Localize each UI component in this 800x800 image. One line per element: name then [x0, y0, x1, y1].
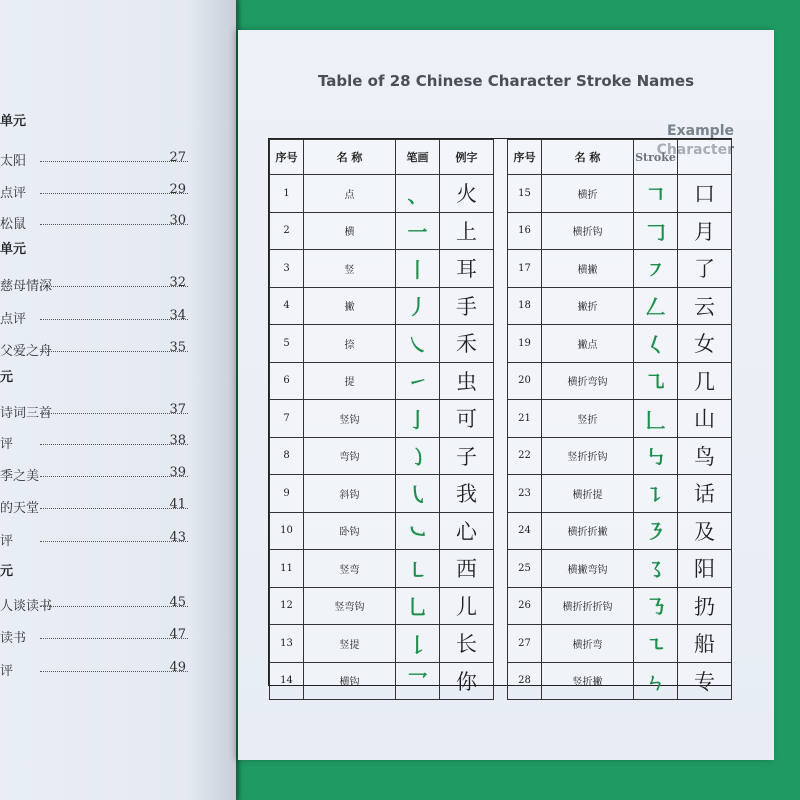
stroke-glyph: ㇉: [634, 437, 678, 475]
stroke-number: 27: [508, 625, 542, 663]
stroke-name: 竖弯钩: [304, 587, 396, 625]
stroke-number: 3: [270, 250, 304, 288]
example-character: 可: [440, 400, 494, 438]
stroke-glyph: 亅: [396, 400, 440, 438]
stroke-name: 斜钩: [304, 475, 396, 513]
stroke-glyph: 𠃊: [634, 400, 678, 438]
toc-item: 季之美 39: [0, 465, 186, 484]
stroke-number: 25: [508, 550, 542, 588]
example-character: 你: [440, 662, 494, 700]
stroke-name: 捺: [304, 325, 396, 363]
stroke-number: 17: [508, 250, 542, 288]
stroke-number: 15: [508, 175, 542, 213]
stroke-name: 撇点: [542, 325, 634, 363]
stroke-name: 横撇弯钩: [542, 550, 634, 588]
stroke-glyph: 𡿨: [634, 325, 678, 363]
left-page: [0, 0, 236, 800]
stroke-glyph: ㇄: [396, 550, 440, 588]
toc-section-head: 单元: [0, 114, 27, 129]
example-character: 西: [440, 550, 494, 588]
stroke-number: 14: [270, 662, 304, 700]
example-character: 心: [440, 512, 494, 550]
table-row: [270, 587, 494, 625]
table-row: [270, 325, 494, 363]
stroke-name: 横折折撇: [542, 512, 634, 550]
table-row: [270, 287, 494, 325]
toc-item: 读书 47: [0, 627, 186, 646]
header-example: 例字: [440, 140, 494, 175]
table-row: [508, 662, 732, 700]
stroke-number: 10: [270, 512, 304, 550]
stroke-glyph: ㇋: [634, 512, 678, 550]
stroke-name: 提: [304, 362, 396, 400]
example-character: 火: [440, 175, 494, 213]
stroke-number: 20: [508, 362, 542, 400]
example-character: 几: [678, 362, 732, 400]
stroke-number: 22: [508, 437, 542, 475]
header-name: 名 称: [542, 140, 634, 175]
table-row: [508, 475, 732, 513]
stroke-name: 弯钩: [304, 437, 396, 475]
stroke-name: 竖弯: [304, 550, 396, 588]
stroke-glyph: ㇀: [396, 362, 440, 400]
example-character: 上: [440, 212, 494, 250]
example-character: 月: [678, 212, 732, 250]
stroke-glyph: ㄣ: [634, 662, 678, 700]
example-character: 耳: [440, 250, 494, 288]
table-row: [508, 287, 732, 325]
example-character: 我: [440, 475, 494, 513]
table-row: [270, 212, 494, 250]
stroke-glyph: ㇍: [634, 625, 678, 663]
table-row: [508, 175, 732, 213]
stroke-name: 横折钩: [542, 212, 634, 250]
corner-label-character: Character: [656, 142, 734, 158]
stroke-number: 2: [270, 212, 304, 250]
example-character: 云: [678, 287, 732, 325]
table-row: [270, 175, 494, 213]
table-row: [270, 512, 494, 550]
stroke-glyph: ㇈: [634, 362, 678, 400]
stroke-glyph: 一: [396, 212, 440, 250]
stroke-name: 横折弯: [542, 625, 634, 663]
toc-item: 评 38: [0, 433, 186, 452]
stroke-glyph: 、: [396, 175, 440, 213]
stroke-glyph: 𠄌: [396, 625, 440, 663]
toc-item: 松鼠 30: [0, 213, 186, 232]
stroke-name: 竖钩: [304, 400, 396, 438]
table-row: [270, 250, 494, 288]
stroke-number: 24: [508, 512, 542, 550]
stroke-glyph: ㇊: [634, 475, 678, 513]
example-character: 长: [440, 625, 494, 663]
table-row: [508, 362, 732, 400]
stroke-number: 21: [508, 400, 542, 438]
stroke-glyph: 乛: [396, 662, 440, 700]
stroke-name: 撇: [304, 287, 396, 325]
stroke-glyph: ㇂: [396, 475, 440, 513]
toc-item: 太阳 27: [0, 150, 186, 169]
stroke-name: 点: [304, 175, 396, 213]
stroke-name: 横钩: [304, 662, 396, 700]
stroke-glyph: 𠃋: [634, 287, 678, 325]
table-row: [508, 325, 732, 363]
example-character: 扔: [678, 587, 732, 625]
example-character: 阳: [678, 550, 732, 588]
stroke-number: 26: [508, 587, 542, 625]
example-character: 山: [678, 400, 732, 438]
stroke-number: 11: [270, 550, 304, 588]
stroke-name: 撇折: [542, 287, 634, 325]
stroke-name: 竖折: [542, 400, 634, 438]
stroke-name: 竖: [304, 250, 396, 288]
table-row: [508, 212, 732, 250]
table-row: [508, 625, 732, 663]
toc-item: 诗词三首 37: [0, 402, 186, 421]
stroke-name: 横折弯钩: [542, 362, 634, 400]
toc-section-head: 元: [0, 564, 14, 579]
stroke-number: 12: [270, 587, 304, 625]
table-row: [270, 400, 494, 438]
example-character: 手: [440, 287, 494, 325]
table-header-row: [270, 140, 494, 175]
toc-item: 父爱之舟 35: [0, 340, 186, 359]
toc-item: 的天堂 41: [0, 497, 186, 516]
stroke-number: 28: [508, 662, 542, 700]
stroke-glyph: ㇃: [396, 512, 440, 550]
stroke-number: 4: [270, 287, 304, 325]
stroke-number: 5: [270, 325, 304, 363]
stroke-number: 6: [270, 362, 304, 400]
toc-item: 人谈读书 45: [0, 595, 186, 614]
stroke-name: 横折: [542, 175, 634, 213]
header-name: 名 称: [304, 140, 396, 175]
corner-label-example: Example: [667, 123, 734, 139]
example-character: 子: [440, 437, 494, 475]
example-character: 了: [678, 250, 732, 288]
table-row: [270, 625, 494, 663]
stroke-number: 1: [270, 175, 304, 213]
stroke-number: 8: [270, 437, 304, 475]
stroke-table-right: [507, 139, 732, 700]
stroke-number: 23: [508, 475, 542, 513]
stroke-name: 横折提: [542, 475, 634, 513]
table-row: [508, 550, 732, 588]
stroke-name: 横撇: [542, 250, 634, 288]
example-character: 女: [678, 325, 732, 363]
stroke-glyph: 丨: [396, 250, 440, 288]
table-row: [270, 662, 494, 700]
table-row: [508, 587, 732, 625]
toc-item: 点评 29: [0, 182, 186, 201]
stroke-name: 竖提: [304, 625, 396, 663]
example-character: 船: [678, 625, 732, 663]
example-character: 儿: [440, 587, 494, 625]
toc-section-head: 单元: [0, 242, 27, 257]
header-num: 序号: [508, 140, 542, 175]
stroke-number: 18: [508, 287, 542, 325]
page-title: Table of 28 Chinese Character Stroke Names: [317, 72, 695, 90]
table-row: [508, 400, 732, 438]
stroke-number: 16: [508, 212, 542, 250]
toc-item: 点评 34: [0, 308, 186, 327]
stroke-glyph: 𠃍: [634, 175, 678, 213]
stroke-name: 卧钩: [304, 512, 396, 550]
stroke-name: 竖折折钩: [542, 437, 634, 475]
header-example: [678, 140, 732, 175]
stroke-number: 19: [508, 325, 542, 363]
stroke-glyph: 𠃌: [634, 212, 678, 250]
header-stroke: Stroke: [634, 140, 678, 175]
stroke-glyph: ㇏: [396, 325, 440, 363]
stroke-table-left: [269, 139, 494, 700]
example-character: 及: [678, 512, 732, 550]
stroke-number: 9: [270, 475, 304, 513]
example-character: 口: [678, 175, 732, 213]
stroke-number: 7: [270, 400, 304, 438]
toc-item: 慈母情深 32: [0, 275, 186, 294]
stroke-glyph: ㇌: [634, 550, 678, 588]
table-row: [270, 475, 494, 513]
example-character: 专: [678, 662, 732, 700]
table-row: [270, 550, 494, 588]
header-stroke: 笔画: [396, 140, 440, 175]
table-row: [508, 250, 732, 288]
example-character: 禾: [440, 325, 494, 363]
example-character: 话: [678, 475, 732, 513]
stroke-glyph: ㇡: [634, 587, 678, 625]
toc-item: 评 43: [0, 530, 186, 549]
table-header-row: [508, 140, 732, 175]
right-page: [238, 30, 774, 760]
stroke-name: 横: [304, 212, 396, 250]
stroke-glyph: ㇇: [634, 250, 678, 288]
header-num: 序号: [270, 140, 304, 175]
table-row: [508, 512, 732, 550]
table-row: [508, 437, 732, 475]
table-row: [270, 362, 494, 400]
toc-section-head: 元: [0, 370, 14, 385]
stroke-table: [268, 138, 732, 695]
toc-item: 评 49: [0, 660, 186, 679]
stroke-glyph: 乚: [396, 587, 440, 625]
example-character: 虫: [440, 362, 494, 400]
stroke-glyph: 丿: [396, 287, 440, 325]
table-row: [270, 437, 494, 475]
stroke-name: 横折折折钩: [542, 587, 634, 625]
stroke-glyph: ㇁: [396, 437, 440, 475]
stroke-number: 13: [270, 625, 304, 663]
stroke-name: 竖折撇: [542, 662, 634, 700]
example-character: 鸟: [678, 437, 732, 475]
